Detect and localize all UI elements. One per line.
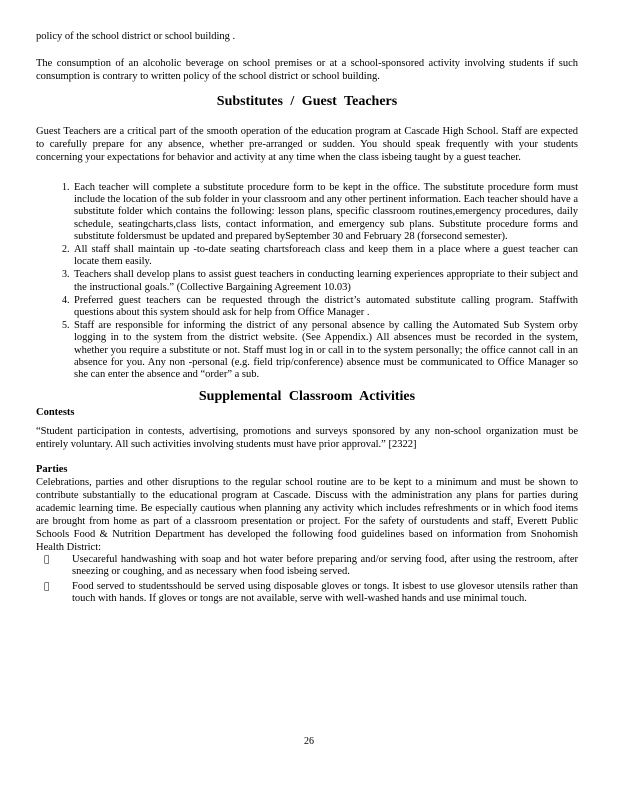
substitutes-intro: Guest Teachers are a critical part of the smooth operation of the education program at Cascade High School. Staff are expected to carefully prepare for any absence, whether pre-arranged or sudden. You should speak frequently with your students concerning your expectations for behavior and activity at any time when the class isbeing taught by a guest teacher. — [36, 126, 578, 163]
page-number: 26 — [304, 736, 314, 747]
list-item: 5. Staff are responsible for informing the district of any personal absence by calling the Automated Sub System orby logging in to the system from the district website. (See Appendix.) All absences must be recorded in the system, whether you require a substitute or not. Staff must log in or call in to the system personally; the office cannot call in an absence for you. Any non -personal (e.g. field trip/conference) absence must be communicated to Office Manager so she can enter the absence and “order” a sub. — [72, 320, 578, 381]
food-guidelines-list — [36, 554, 578, 605]
list-item: 1. Each teacher will complete a substitute procedure form to be kept in the office. The substitute procedure form must include the location of the sub folder in your classroom and any other pertinent information. Each teacher should have a substitute folder which contains the following: lesson plans, specific classroom routines,emergency procedures, daily schedule, seatingcharts,class lists, contact information, and emergency sub plans. Substitute procedure forms and substitute foldersmust be updated and prepared bySeptember 30 and February 28 (forsecond semester). — [72, 182, 578, 243]
bullet-text: Food served to studentsshould be served using disposable gloves or tongs. It isbest to use glovesor utensils rather than touch with hands. If gloves or tongs are not available, serve with well-washed hands and use minimal touch. — [72, 580, 578, 604]
document-page — [36, 30, 578, 607]
substitute-list — [36, 182, 578, 381]
list-item: 2. All staff shall maintain up -to-date seating chartsforeach class and keep them in a place where a guest teacher can locate them easily. — [72, 244, 578, 268]
bullet-icon — [44, 554, 49, 566]
parties-title: Parties — [36, 464, 68, 476]
supplemental-heading: Supplemental Classroom Activities — [198, 389, 416, 405]
list-item — [36, 581, 578, 605]
parties-text: Celebrations, parties and other disruptions to the regular school routine are to be kept to a minimum and must be shown to contribute substantially to the educational program at Cascade. Discuss with the administration any plans for parties during academic learning time. Be especially cautious when planning any activity which includes refreshments or in which food items are brought from home as part of a classroom presentation or project. For the safety of ourstudents and staff, Everett Public Schools Food & Nutrition Department has developed the following food guidelines based on information from Snohomish Health District: — [36, 477, 578, 554]
bullet-icon — [44, 581, 49, 593]
list-item: 3. Teachers shall develop plans to assist guest teachers in conducting learning experiences appropriate to their subject and the instructional goals.” (Collective Bargaining Agreement 10.03) — [72, 269, 578, 293]
substitutes-heading: Substitutes / Guest Teachers — [216, 94, 398, 109]
intro-line: policy of the school district or school building . — [36, 31, 236, 42]
list-item — [36, 554, 578, 578]
bullet-text: Usecareful handwashing with soap and hot water before preparing and/or serving food, after using the restroom, after sneezing or coughing, and as necessary when food isbeing served. — [72, 554, 578, 578]
list-item: 4. Preferred guest teachers can be requested through the district’s automated substitute calling program. Staffwith questions about this system should ask for help from Office Manager . — [72, 295, 578, 319]
contests-text: “Student participation in contests, advertising, promotions and surveys sponsored by any non-school organization must be entirely voluntary. All such activities involving students must have prior approval.” [2322] — [36, 426, 578, 451]
alcohol-paragraph: The consumption of an alcoholic beverage on school premises or at a school-sponsored activity involving students if such consumption is contrary to written policy of the school district or school building. — [36, 58, 578, 82]
contests-title: Contests — [36, 407, 75, 419]
